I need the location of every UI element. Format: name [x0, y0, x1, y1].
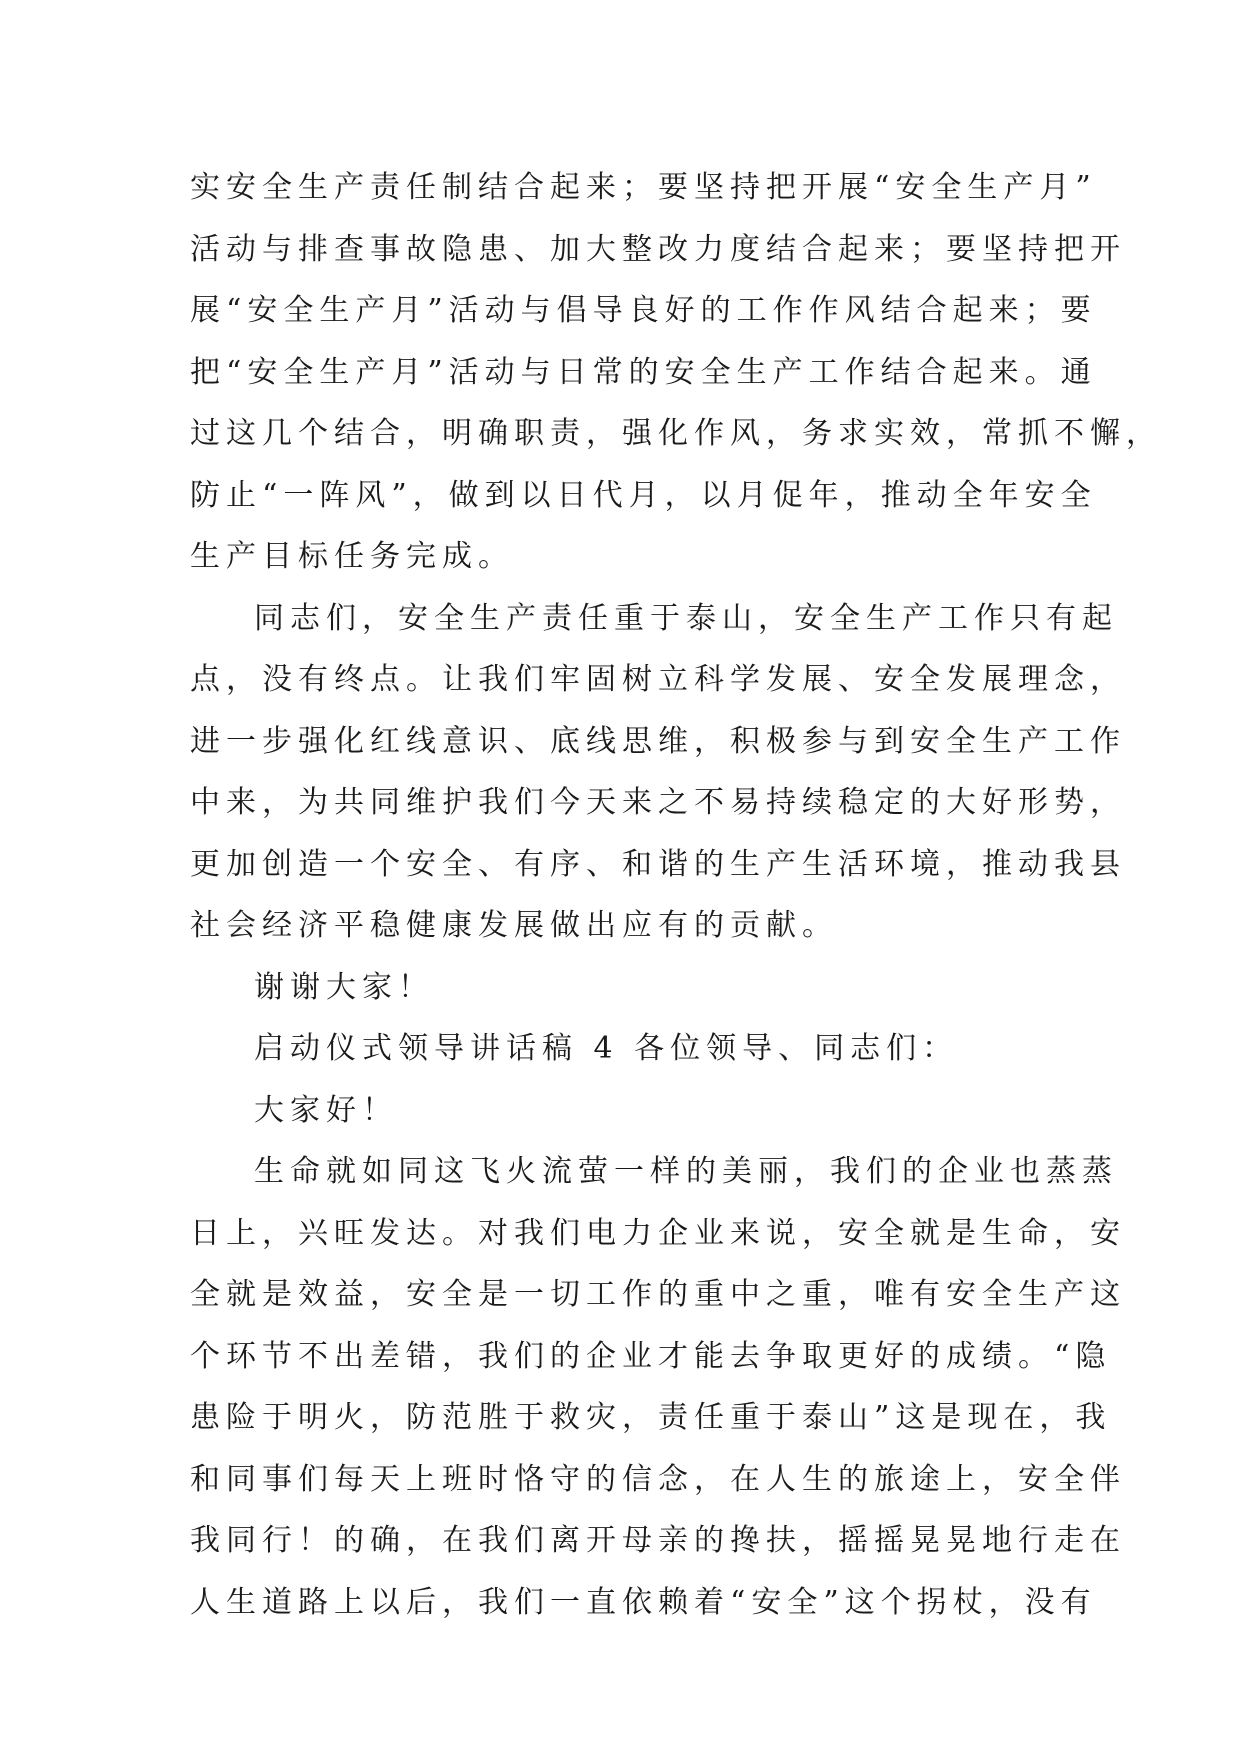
text-line: 患险于明火，防范胜于救灾，责任重于泰山”这是现在，我: [190, 1400, 1112, 1435]
text-line: 启动仪式领导讲话稿 4 各位领导、同志们：: [254, 1031, 959, 1066]
text-line: 进一步强化红线意识、底线思维，积极参与到安全生产工作: [190, 723, 1126, 759]
text-line: 更加创造一个安全、有序、和谐的生产生活环境，推动我县: [190, 846, 1126, 882]
text-line: 谢谢大家！: [254, 969, 434, 1005]
text-line: 过这几个结合，明确职责，强化作风，务求实效，常抓不懈，: [190, 416, 1162, 451]
text-line: 生产目标任务完成。: [190, 539, 514, 574]
text-line: 中来，为共同维护我们今天来之不易持续稳定的大好形势，: [190, 785, 1126, 820]
text-line: 实安全生产责任制结合起来；要坚持把开展“安全生产月”: [190, 170, 1097, 205]
text-line: 个环节不出差错，我们的企业才能去争取更好的成绩。“隐: [190, 1338, 1112, 1374]
text-line: 把“安全生产月”活动与日常的安全生产工作结合起来。通: [190, 354, 1097, 390]
text-line: 活动与排查事故隐患、加大整改力度结合起来；要坚持把开: [190, 231, 1126, 267]
paragraph-2: [190, 588, 1126, 957]
paragraph-5: [190, 1080, 1050, 1142]
paragraph-4: [190, 1018, 1050, 1080]
text-line: 防止“一阵风”，做到以日代月，以月促年，推动全年安全: [190, 477, 1097, 513]
text-line: 同志们，安全生产责任重于泰山，安全生产工作只有起: [254, 600, 1118, 636]
paragraph-3: [190, 957, 1050, 1019]
text-line: 和同事们每天上班时恪守的信念，在人生的旅途上，安全伴: [190, 1461, 1126, 1497]
text-line: 点，没有终点。让我们牢固树立科学发展、安全发展理念，: [190, 662, 1126, 697]
text-line: 人生道路上以后，我们一直依赖着“安全”这个拐杖，没有: [190, 1584, 1097, 1620]
paragraph-1: [190, 157, 1162, 588]
text-line: 生命就如同这飞火流萤一样的美丽，我们的企业也蒸蒸: [254, 1154, 1118, 1189]
text-line: 社会经济平稳健康发展做出应有的贡献。: [190, 908, 838, 943]
text-line: 展“安全生产月”活动与倡导良好的工作作风结合起来；要: [190, 293, 1097, 328]
paragraph-6: [190, 1141, 1126, 1633]
text-line: 大家好！: [254, 1092, 398, 1128]
document-body: [190, 157, 1162, 1633]
text-line: 日上，兴旺发达。对我们电力企业来说，安全就是生命，安: [190, 1215, 1126, 1251]
text-line: 我同行！的确，在我们离开母亲的搀扶，摇摇晃晃地行走在: [190, 1523, 1126, 1558]
text-line: 全就是效益，安全是一切工作的重中之重，唯有安全生产这: [190, 1277, 1126, 1312]
